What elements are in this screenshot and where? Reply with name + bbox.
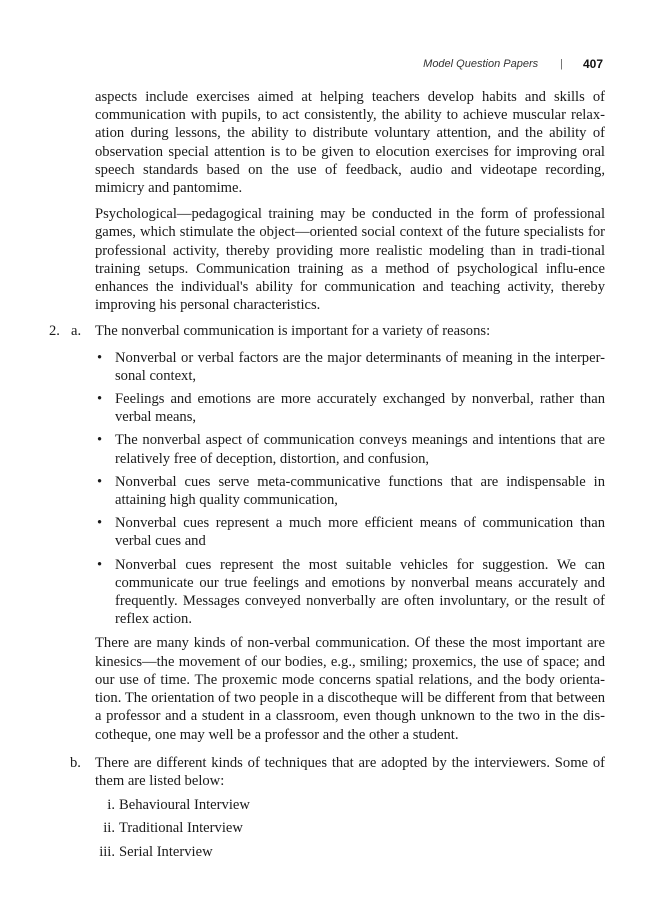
roman-numeral: ii.: [103, 820, 115, 837]
part-a-intro: The nonverbal communication is important for a variety of reasons:: [95, 323, 491, 340]
bullet-item: • The nonverbal aspect of communication conveys meanings and intentions that are relatively free of deception, distortion, and confusion,: [95, 431, 605, 467]
header-separator: |: [560, 58, 563, 70]
bullet-item: • Feelings and emotions are more accurately exchanged by nonverbal, rather than verbal means,: [95, 390, 605, 426]
part-a-label: a.: [71, 323, 82, 340]
running-title: Model Question Papers: [423, 58, 539, 70]
intro-paragraph-1: aspects include exercises aimed at helping teachers develop habits and skills of communication with pupils, to act consistently, the ability to achieve muscular relax-ation during lessons, the ability to distribute voluntary attention, and the ability of observation special attention is to be given to elocution exercises for improving oral speech standards based on the use of feedback, audio and videotape recording, mimicry and pantomime.: [95, 89, 605, 197]
bullet-item: • Nonverbal cues represent a much more efficient means of communication than verbal cues and: [95, 514, 605, 550]
page-body: [49, 88, 605, 866]
list-item: [95, 796, 605, 814]
page-header: [423, 57, 603, 71]
part-b-intro: There are different kinds of techniques that are adopted by the interviewers. Some of them are listed below:: [95, 754, 605, 789]
intro-paragraph-2: Psychological—pedagogical training may be conducted in the form of professional games, which stimulate the object—oriented social context of the future specialists for professional activity, thereby providing more realistic modeling than in tradi-tional training setups. Communication training as a method of psychological influ-ence enhances the individual's ability for communication and teaching activity, thereby improving his personal characteristics.: [95, 206, 605, 314]
list-item-text: Traditional Interview: [119, 820, 243, 837]
roman-numeral: i.: [107, 797, 115, 814]
page-number: 407: [582, 57, 603, 71]
part-b: [70, 754, 605, 861]
question-2-label: [49, 322, 81, 340]
question-2: [49, 322, 605, 860]
roman-numeral: iii.: [99, 843, 115, 860]
part-b-label: b.: [70, 754, 81, 771]
list-item: [95, 843, 605, 861]
part-a-bullet-list: [95, 349, 605, 629]
list-item: [95, 819, 605, 837]
bullet-item: • Nonverbal cues represent the most suitable vehicles for suggestion. We can communicate our true feelings and emotions by nonverbal means accurately and frequently. Messages conveyed nonverbally are often involuntary, or the result of reflex action.: [95, 556, 605, 629]
list-item-text: Behavioural Interview: [119, 797, 250, 814]
question-number: 2.: [49, 323, 60, 340]
list-item-text: Serial Interview: [119, 843, 213, 860]
part-a-closing-paragraph: There are many kinds of non-verbal communication. Of these the most important are kinesics—the movement of our bodies, e.g., smiling; proxemics, the use of space; and our use of time. The proxemic mode concerns spatial relations, and the body orienta-tion. The orientation of two people in a discotheque will be different from that between a professor and a student in a classroom, even though unknown to the two in the dis-cotheque, one may well be a professor and the other a student.: [95, 635, 605, 743]
part-b-list: [95, 796, 605, 861]
bullet-item: • Nonverbal or verbal factors are the major determinants of meaning in the interper-sonal context,: [95, 349, 605, 385]
bullet-item: • Nonverbal cues serve meta-communicative functions that are indispensable in attaining high quality communication,: [95, 473, 605, 509]
